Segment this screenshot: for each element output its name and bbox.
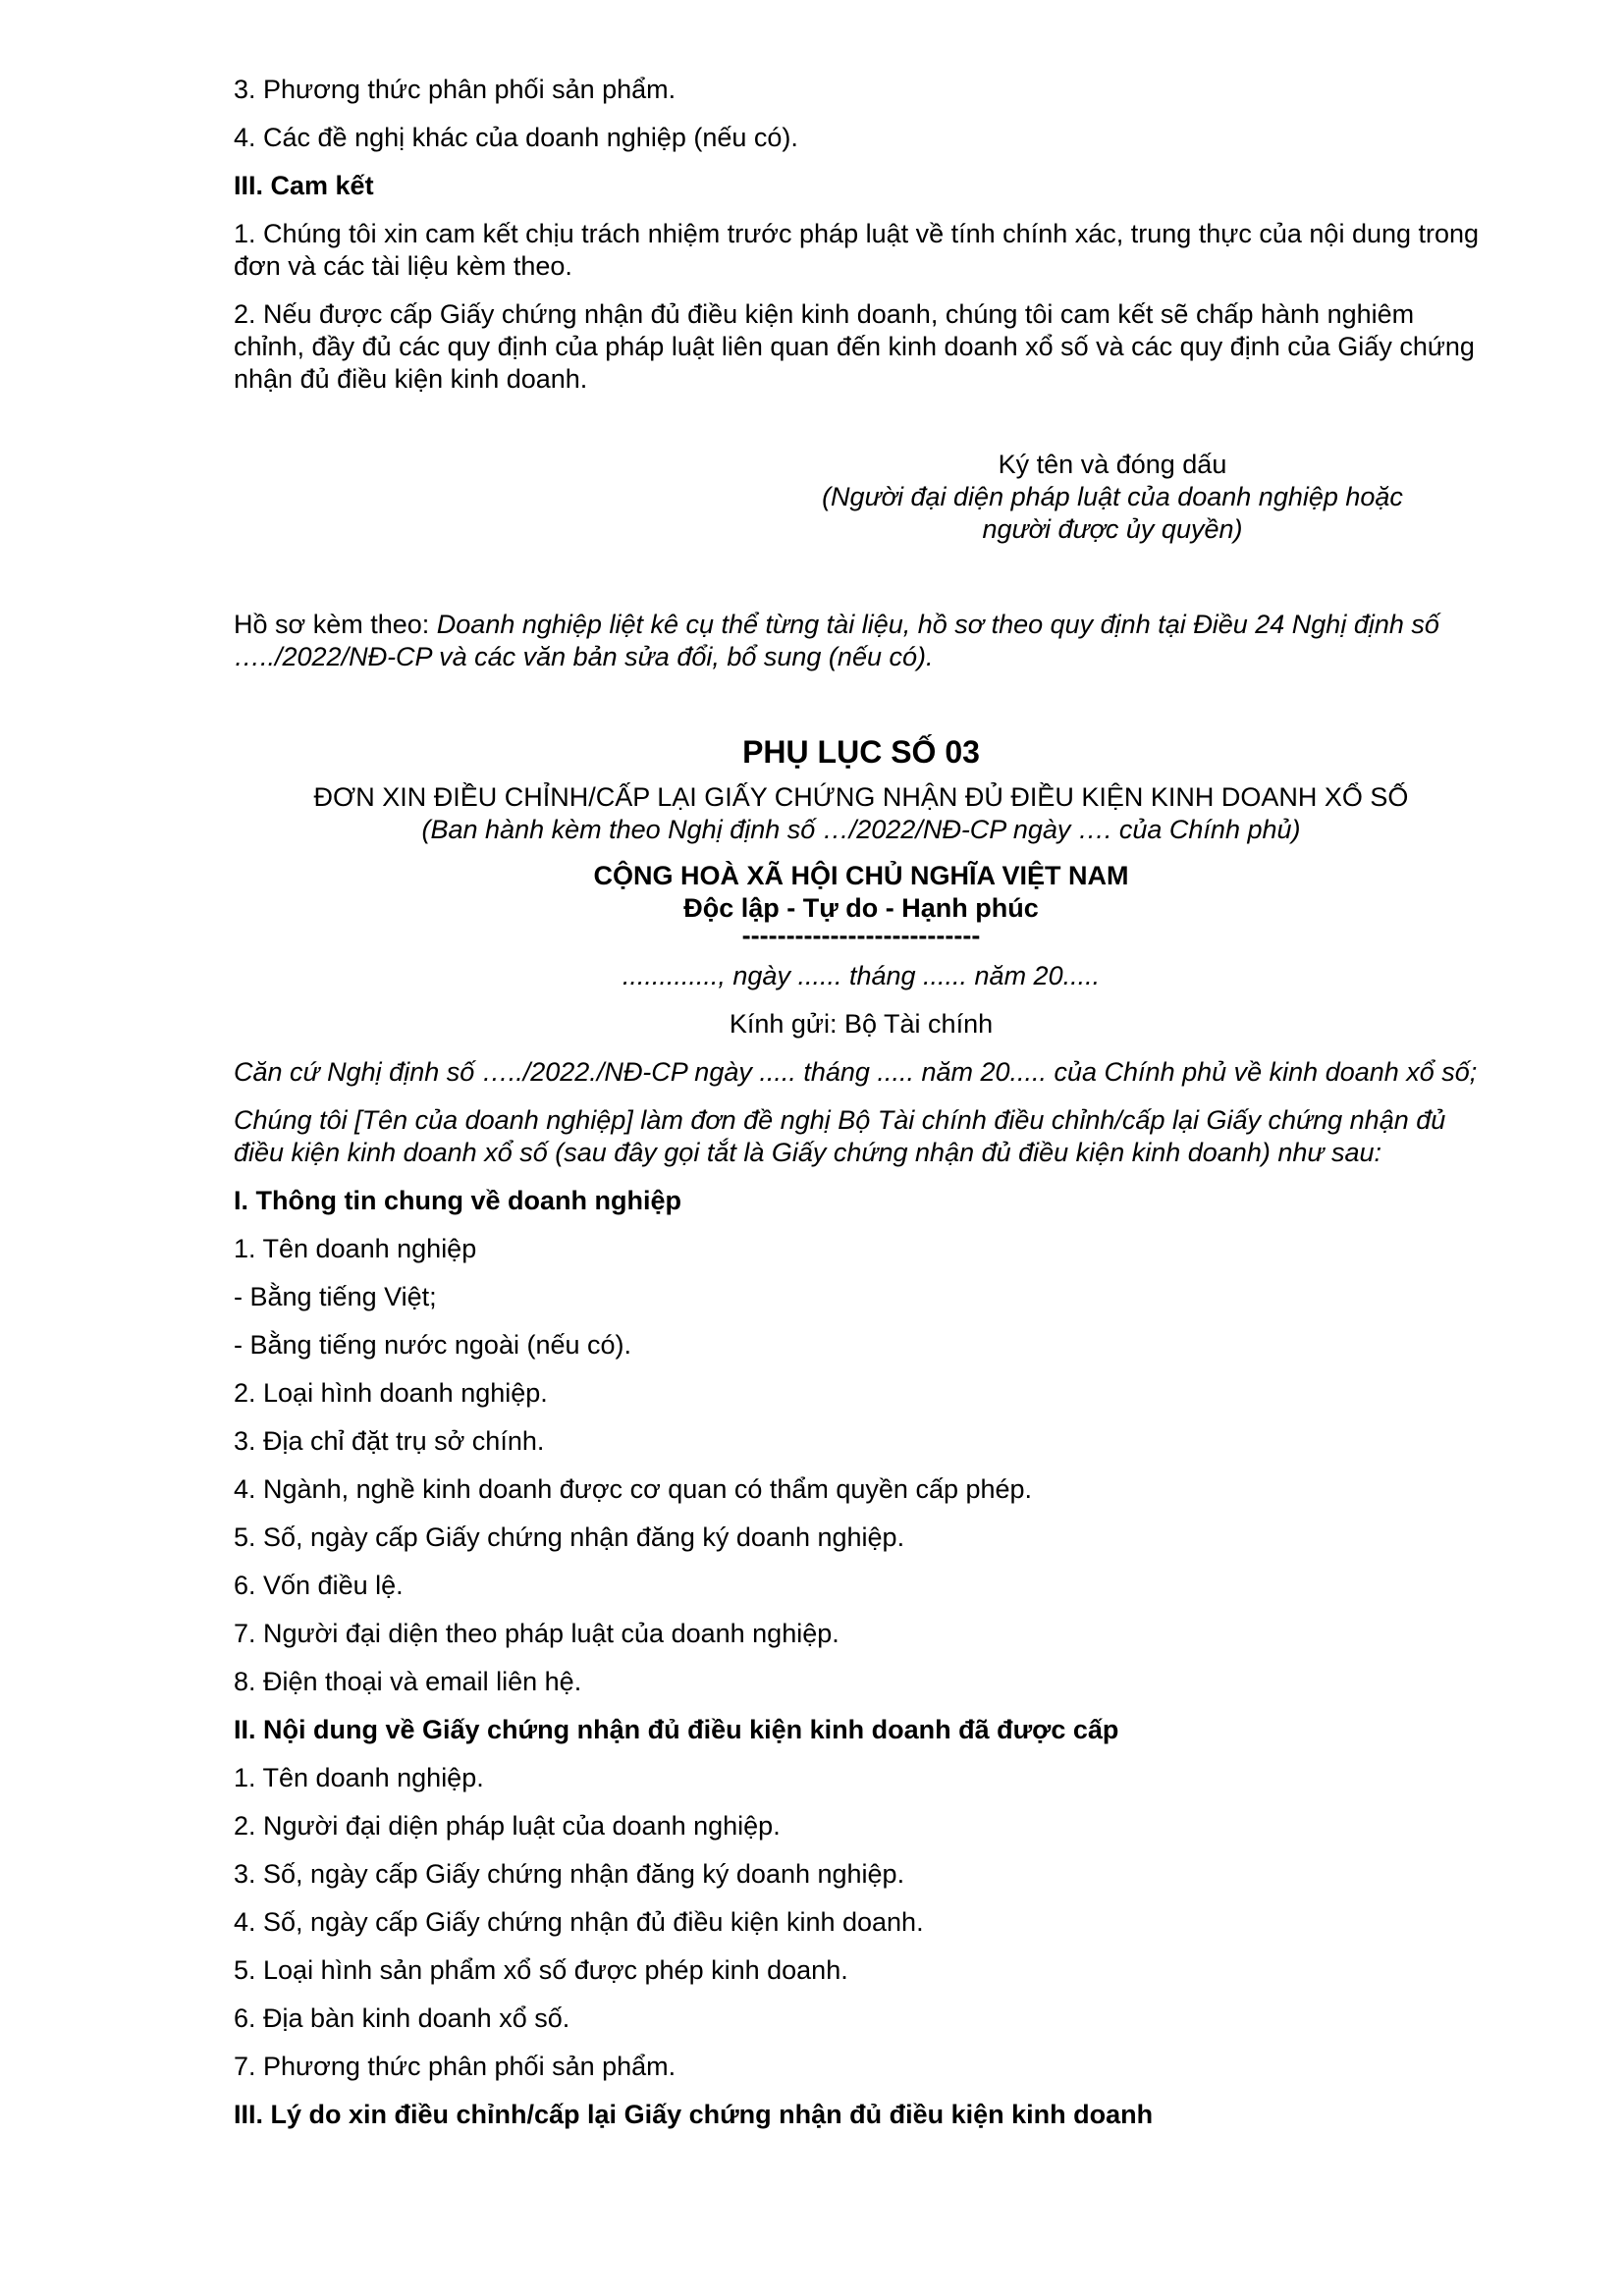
list-item: 4. Số, ngày cấp Giấy chứng nhận đủ điều kiện kinh doanh. (234, 1907, 924, 1937)
list-item: 4. Các đề nghị khác của doanh nghiệp (nếu có). (234, 123, 798, 152)
legal-basis: Căn cứ Nghị định số …../2022./NĐ-CP ngày ..... tháng ..... năm 20..... của Chính phủ về kinh doanh xổ số; (234, 1057, 1478, 1087)
document-page (234, 74, 1489, 2147)
list-item: 8. Điện thoại và email liên hệ. (234, 1667, 582, 1696)
republic-name: CỘNG HOÀ XÃ HỘI CHỦ NGHĨA VIỆT NAM (593, 861, 1129, 890)
section-heading: I. Thông tin chung về doanh nghiệp (234, 1186, 681, 1215)
list-item: 5. Loại hình sản phẩm xổ số được phép kinh doanh. (234, 1955, 848, 1985)
paragraph: 1. Chúng tôi xin cam kết chịu trách nhiệm trước pháp luật về tính chính xác, trung thực của nội dung trong đơn và các tài liệu kèm theo. (234, 219, 1480, 281)
list-item: 7. Phương thức phân phối sản phẩm. (234, 2052, 677, 2081)
list-item: 5. Số, ngày cấp Giấy chứng nhận đăng ký doanh nghiệp. (234, 1522, 905, 1552)
list-item: 3. Phương thức phân phối sản phẩm. (234, 75, 677, 104)
list-item: - Bằng tiếng Việt; (234, 1282, 437, 1311)
list-item: 3. Địa chỉ đặt trụ sở chính. (234, 1426, 545, 1456)
issued-with: (Ban hành kèm theo Nghị định số …/2022/NĐ-CP ngày …. của Chính phủ) (421, 815, 1301, 844)
appendix-title: PHỤ LỤC SỐ 03 (742, 734, 980, 770)
signature-block (759, 449, 1466, 546)
section-heading: II. Nội dung về Giấy chứng nhận đủ điều kiện kinh doanh đã được cấp (234, 1715, 1119, 1744)
recipient: Kính gửi: Bộ Tài chính (729, 1009, 994, 1039)
list-item: 4. Ngành, nghề kinh doanh được cơ quan có thẩm quyền cấp phép. (234, 1474, 1033, 1504)
attachments-label: Hồ sơ kèm theo: (234, 610, 437, 639)
list-item: 7. Người đại diện theo pháp luật của doanh nghiệp. (234, 1619, 839, 1648)
attachments-text: Doanh nghiệp liệt kê cụ thể từng tài liệu, hồ sơ theo quy định tại Điều 24 Nghị định số …../2022/NĐ-CP và các văn bản sửa đổi, bổ sung (nếu có). (234, 610, 1439, 671)
section-heading: III. Cam kết (234, 171, 374, 200)
list-item: - Bằng tiếng nước ngoài (nếu có). (234, 1330, 632, 1360)
signature-note: (Người đại diện pháp luật của doanh nghiệp hoặc (822, 482, 1403, 511)
request-paragraph: Chúng tôi [Tên của doanh nghiệp] làm đơn đề nghị Bộ Tài chính điều chỉnh/cấp lại Giấy chứng nhận đủ điều kiện kinh doanh xổ số (sau đây gọi tắt là Giấy chứng nhận đủ điều kiện kinh doanh) như sau: (234, 1105, 1446, 1167)
list-item: 6. Địa bàn kinh doanh xổ số. (234, 2003, 570, 2033)
section-heading: III. Lý do xin điều chỉnh/cấp lại Giấy chứng nhận đủ điều kiện kinh doanh (234, 2100, 1154, 2129)
list-item: 2. Loại hình doanh nghiệp. (234, 1378, 548, 1408)
signature-label: Ký tên và đóng dấu (998, 450, 1227, 479)
paragraph: 2. Nếu được cấp Giấy chứng nhận đủ điều kiện kinh doanh, chúng tôi cam kết sẽ chấp hành nghiêm chỉnh, đầy đủ các quy định của pháp luật liên quan đến kinh doanh xổ số và các quy định của Giấy chứng nhận đủ điều kiện kinh doanh. (234, 299, 1475, 394)
form-name: ĐƠN XIN ĐIỀU CHỈNH/CẤP LẠI GIẤY CHỨNG NHẬN ĐỦ ĐIỀU KIỆN KINH DOANH XỔ SỐ (313, 782, 1409, 812)
list-item: 6. Vốn điều lệ. (234, 1571, 404, 1600)
list-item: 1. Tên doanh nghiệp (234, 1234, 477, 1263)
list-item: 3. Số, ngày cấp Giấy chứng nhận đăng ký doanh nghiệp. (234, 1859, 905, 1889)
date-line: ............., ngày ...... tháng ...... năm 20..... (622, 961, 1101, 990)
national-motto: Độc lập - Tự do - Hạnh phúc (683, 893, 1039, 923)
motto-divider: --------------------------- (741, 921, 981, 950)
attachments-note (234, 609, 1489, 673)
signature-note: người được ủy quyền) (982, 514, 1243, 544)
list-item: 2. Người đại diện pháp luật của doanh nghiệp. (234, 1811, 781, 1841)
list-item: 1. Tên doanh nghiệp. (234, 1763, 484, 1792)
